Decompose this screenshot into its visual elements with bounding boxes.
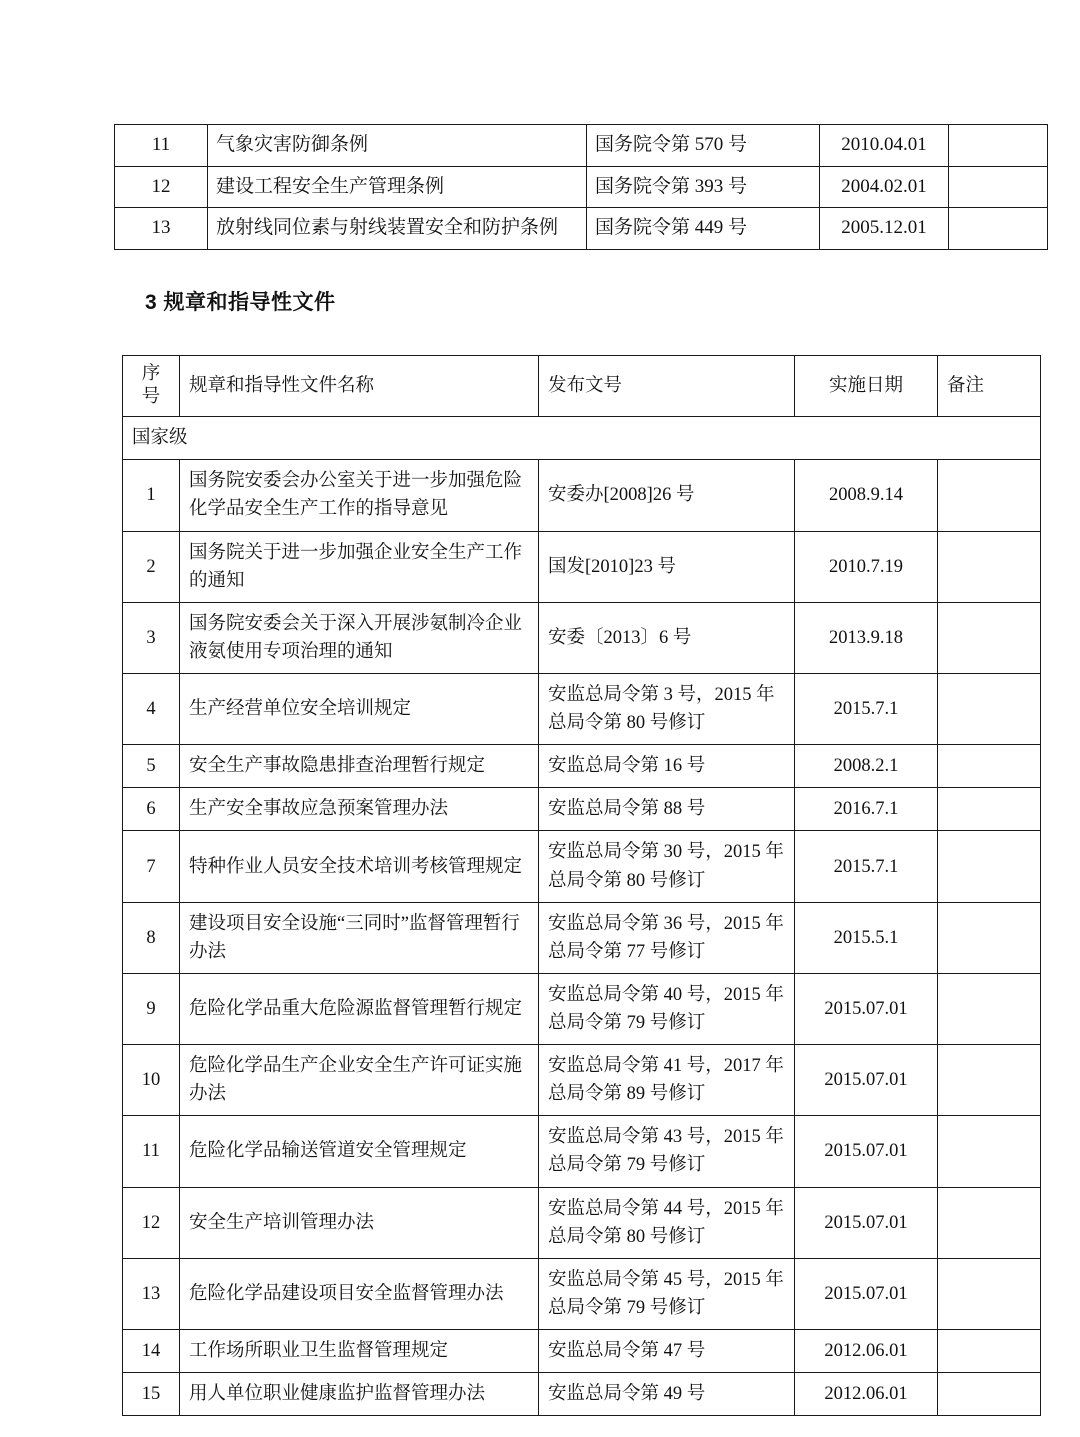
column-header-effective-date: 实施日期 xyxy=(795,356,938,417)
cell-document-number: 安监总局令第 40 号，2015 年总局令第 79 号修订 xyxy=(539,973,795,1044)
cell-serial-number: 3 xyxy=(123,602,180,673)
table-head xyxy=(123,356,1041,417)
cell-effective-date: 2008.9.14 xyxy=(795,460,938,531)
rules-and-guidance-documents-table xyxy=(122,355,1041,1416)
cell-document-number: 安监总局令第 36 号，2015 年总局令第 77 号修订 xyxy=(539,902,795,973)
table-row xyxy=(123,460,1041,531)
cell-document-number: 国务院令第 393 号 xyxy=(587,166,820,208)
cell-serial-number: 15 xyxy=(123,1373,180,1416)
column-header-document-name: 规章和指导性文件名称 xyxy=(180,356,539,417)
table-row xyxy=(123,1258,1041,1329)
cell-document-number: 安监总局令第 41 号，2017 年总局令第 89 号修订 xyxy=(539,1045,795,1116)
group-label-national-level: 国家级 xyxy=(123,417,1041,460)
cell-effective-date: 2008.2.1 xyxy=(795,745,938,788)
cell-document-name: 危险化学品建设项目安全监督管理办法 xyxy=(180,1258,539,1329)
cell-serial-number: 12 xyxy=(115,166,208,208)
table-row xyxy=(123,674,1041,745)
cell-remark xyxy=(938,745,1041,788)
cell-remark xyxy=(938,1187,1041,1258)
cell-document-number: 安监总局令第 45 号，2015 年总局令第 79 号修订 xyxy=(539,1258,795,1329)
cell-remark xyxy=(949,125,1048,167)
cell-remark xyxy=(949,166,1048,208)
cell-remark xyxy=(938,1329,1041,1372)
cell-serial-number: 5 xyxy=(123,745,180,788)
cell-serial-number: 7 xyxy=(123,831,180,902)
cell-effective-date: 2015.5.1 xyxy=(795,902,938,973)
cell-document-number: 安委〔2013〕6 号 xyxy=(539,602,795,673)
cell-document-name: 国务院关于进一步加强企业安全生产工作的通知 xyxy=(180,531,539,602)
cell-serial-number: 6 xyxy=(123,788,180,831)
table-row xyxy=(123,831,1041,902)
cell-document-number: 安委办[2008]26 号 xyxy=(539,460,795,531)
cell-document-name: 危险化学品生产企业安全生产许可证实施办法 xyxy=(180,1045,539,1116)
cell-document-number: 国务院令第 570 号 xyxy=(587,125,820,167)
cell-document-number: 安监总局令第 88 号 xyxy=(539,788,795,831)
table-row xyxy=(123,788,1041,831)
cell-remark xyxy=(938,831,1041,902)
cell-effective-date: 2015.07.01 xyxy=(795,1187,938,1258)
cell-document-name: 特种作业人员安全技术培训考核管理规定 xyxy=(180,831,539,902)
column-header-serial-number xyxy=(123,356,180,417)
cell-document-number: 安监总局令第 49 号 xyxy=(539,1373,795,1416)
cell-effective-date: 2015.7.1 xyxy=(795,831,938,902)
table-row xyxy=(123,745,1041,788)
cell-remark xyxy=(938,1045,1041,1116)
cell-document-number: 国务院令第 449 号 xyxy=(587,208,820,250)
cell-document-number: 安监总局令第 43 号，2015 年总局令第 79 号修订 xyxy=(539,1116,795,1187)
cell-effective-date: 2015.07.01 xyxy=(795,1045,938,1116)
column-header-remark: 备注 xyxy=(938,356,1041,417)
cell-remark xyxy=(938,788,1041,831)
cell-serial-number: 4 xyxy=(123,674,180,745)
cell-document-name: 安全生产培训管理办法 xyxy=(180,1187,539,1258)
cell-document-name: 气象灾害防御条例 xyxy=(208,125,587,167)
cell-serial-number: 9 xyxy=(123,973,180,1044)
cell-effective-date: 2005.12.01 xyxy=(820,208,949,250)
cell-serial-number: 13 xyxy=(123,1258,180,1329)
cell-serial-number: 12 xyxy=(123,1187,180,1258)
cell-document-name: 建设项目安全设施“三同时”监督管理暂行办法 xyxy=(180,902,539,973)
cell-remark xyxy=(938,531,1041,602)
serial-number-label-line2: 号 xyxy=(141,387,161,408)
upper-table-body xyxy=(115,125,1048,250)
cell-document-name: 生产经营单位安全培训规定 xyxy=(180,674,539,745)
cell-remark xyxy=(938,973,1041,1044)
table-row xyxy=(123,973,1041,1044)
cell-document-name: 生产安全事故应急预案管理办法 xyxy=(180,788,539,831)
table-row xyxy=(123,1187,1041,1258)
cell-effective-date: 2016.7.1 xyxy=(795,788,938,831)
cell-serial-number: 8 xyxy=(123,902,180,973)
cell-remark xyxy=(938,1373,1041,1416)
table-row xyxy=(123,531,1041,602)
cell-remark xyxy=(938,674,1041,745)
table-row xyxy=(123,1045,1041,1116)
cell-document-name: 危险化学品重大危险源监督管理暂行规定 xyxy=(180,973,539,1044)
cell-serial-number: 11 xyxy=(123,1116,180,1187)
cell-document-name: 国务院安委会关于深入开展涉氨制冷企业液氨使用专项治理的通知 xyxy=(180,602,539,673)
cell-document-number: 安监总局令第 47 号 xyxy=(539,1329,795,1372)
cell-effective-date: 2015.07.01 xyxy=(795,1116,938,1187)
cell-document-name: 安全生产事故隐患排查治理暂行规定 xyxy=(180,745,539,788)
cell-document-number: 安监总局令第 3 号，2015 年总局令第 80 号修订 xyxy=(539,674,795,745)
cell-effective-date: 2010.04.01 xyxy=(820,125,949,167)
cell-remark xyxy=(938,1258,1041,1329)
cell-document-name: 用人单位职业健康监护监督管理办法 xyxy=(180,1373,539,1416)
table-row xyxy=(123,1329,1041,1372)
table-group-row xyxy=(123,417,1041,460)
cell-effective-date: 2004.02.01 xyxy=(820,166,949,208)
table-row xyxy=(115,125,1048,167)
cell-serial-number: 10 xyxy=(123,1045,180,1116)
cell-serial-number: 1 xyxy=(123,460,180,531)
table-row xyxy=(123,602,1041,673)
cell-serial-number: 11 xyxy=(115,125,208,167)
cell-remark xyxy=(938,602,1041,673)
cell-remark xyxy=(938,460,1041,531)
cell-remark xyxy=(949,208,1048,250)
cell-effective-date: 2015.7.1 xyxy=(795,674,938,745)
column-header-document-number: 发布文号 xyxy=(539,356,795,417)
cell-document-name: 国务院安委会办公室关于进一步加强危险化学品安全生产工作的指导意见 xyxy=(180,460,539,531)
cell-document-name: 建设工程安全生产管理条例 xyxy=(208,166,587,208)
cell-document-number: 安监总局令第 30 号，2015 年总局令第 80 号修订 xyxy=(539,831,795,902)
cell-remark xyxy=(938,1116,1041,1187)
cell-effective-date: 2012.06.01 xyxy=(795,1329,938,1372)
cell-serial-number: 2 xyxy=(123,531,180,602)
cell-serial-number: 13 xyxy=(115,208,208,250)
cell-document-name: 工作场所职业卫生监督管理规定 xyxy=(180,1329,539,1372)
main-table-body xyxy=(123,417,1041,1416)
cell-document-number: 安监总局令第 44 号，2015 年总局令第 80 号修订 xyxy=(539,1187,795,1258)
cell-effective-date: 2010.7.19 xyxy=(795,531,938,602)
table-row xyxy=(115,166,1048,208)
serial-number-label-line1: 序 xyxy=(141,364,161,384)
cell-effective-date: 2015.07.01 xyxy=(795,973,938,1044)
cell-effective-date: 2013.9.18 xyxy=(795,602,938,673)
cell-remark xyxy=(938,902,1041,973)
cell-effective-date: 2012.06.01 xyxy=(795,1373,938,1416)
table-header-row xyxy=(123,356,1041,417)
cell-serial-number: 14 xyxy=(123,1329,180,1372)
cell-effective-date: 2015.07.01 xyxy=(795,1258,938,1329)
cell-document-number: 国发[2010]23 号 xyxy=(539,531,795,602)
table-row xyxy=(123,902,1041,973)
section-heading: 3 规章和指导性文件 xyxy=(145,291,336,314)
table-row xyxy=(123,1116,1041,1187)
cell-document-name: 危险化学品输送管道安全管理规定 xyxy=(180,1116,539,1187)
cell-document-name: 放射线同位素与射线装置安全和防护条例 xyxy=(208,208,587,250)
table-row xyxy=(115,208,1048,250)
regulations-continuation-table xyxy=(114,124,1048,250)
cell-document-number: 安监总局令第 16 号 xyxy=(539,745,795,788)
table-row xyxy=(123,1373,1041,1416)
